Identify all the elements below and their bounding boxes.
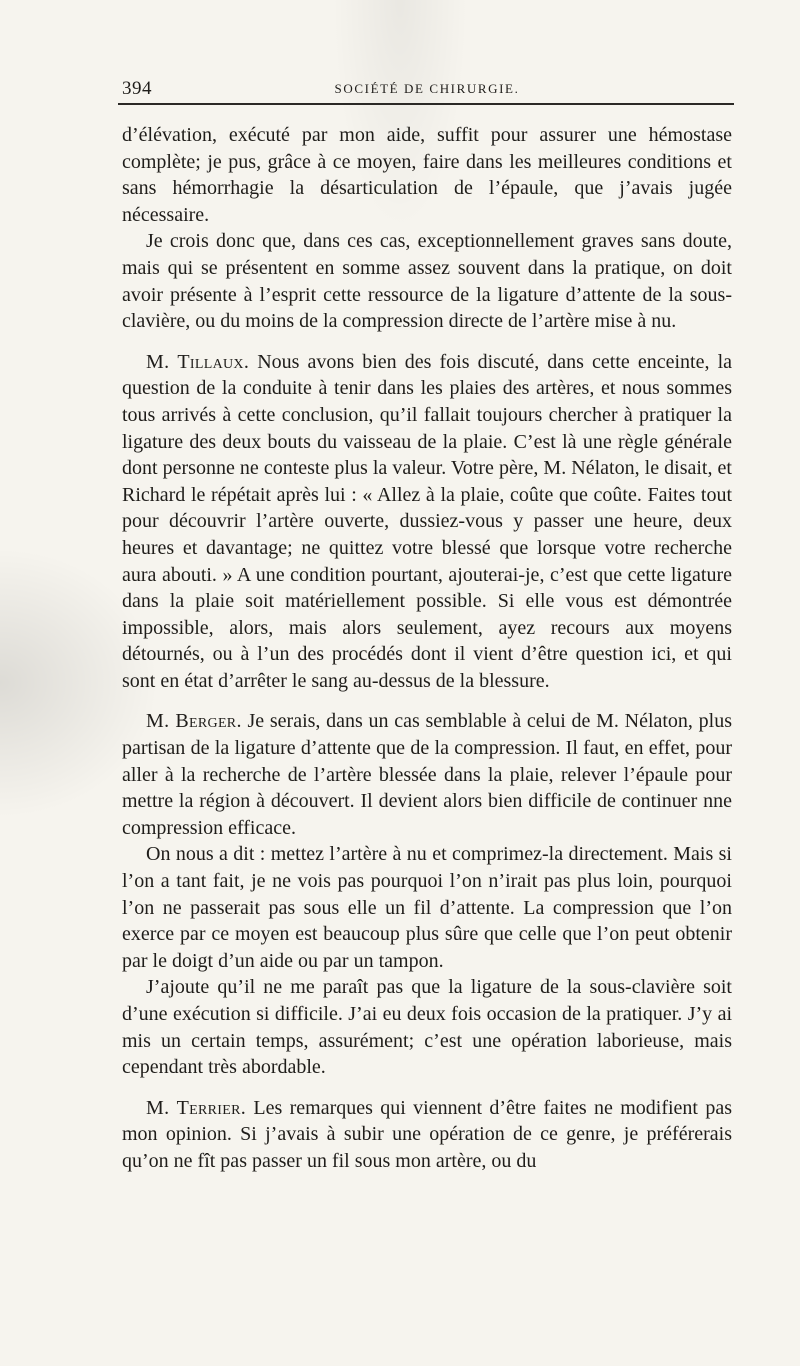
paragraph-text: Nous avons bien des fois discuté, dans cette enceinte, la question de la conduite à tenir dans les plaies des artères, et nous sommes tous arrivés à cette conclusion, qu’il fallait toujours chercher à pratiquer la ligature des deux bouts du vaisseau de la plaie. C’est là une règle générale dont personne ne conteste plus la valeur. Votre père, M. Nélaton, le disait, et Richard le répétait après lui : « Allez à la plaie, coûte que coûte. Faites tout pour découvrir l’artère ouverte, dussiez-vous y passer une heure, deux heures et davantage; ne quittez votre blessé que lorsque votre recherche aura abouti. » A une condition pourtant, ajouterai-je, c’est que cette ligature dans la plaie soit matériellement possible. Si elle vous est démontrée impossible, alors, mais alors seulement, ayez recours aux moyens détournés, ou à l’un des procédés dont il vient d’être question ici, et qui sont en état d’arrêter le sang au-dessus de la blessure. bbox=[122, 350, 732, 692]
paragraph-text: On nous a dit : mettez l’artère à nu et comprimez-la directement. Mais si l’on a tant fait, je ne vois pas pourquoi l’on n’irait pas plus loin, pourquoi l’on ne passerait pas sous elle un fil d’attente. La compression que l’on exerce par ce moyen est beaucoup plus sûre que celle que l’on peut obtenir par le doigt d’un aide ou par un tampon. bbox=[122, 843, 732, 972]
paragraph-text: J’ajoute qu’il ne me paraît pas que la ligature de la sous-clavière soit d’une exécution si difficile. J’ai eu deux fois occasion de la pratiquer. J’y ai mis un certain temps, assurément; c’est une opération laborieuse, mais cependant très abordable. bbox=[122, 976, 732, 1079]
body-text bbox=[122, 122, 732, 1175]
speaker-name: M. Terrier. bbox=[146, 1096, 247, 1119]
paragraph-text: Les remarques qui viennent d’être faites ne modifient pas mon opinion. Si j’avais à subir une opération de ce genre, je préférerais qu’on ne fît pas passer un fil sous mon artère, ou du bbox=[122, 1096, 732, 1172]
running-head bbox=[122, 78, 732, 102]
paragraph bbox=[122, 228, 732, 334]
paragraph bbox=[122, 349, 732, 695]
paragraph bbox=[122, 122, 732, 228]
paragraph bbox=[122, 841, 732, 974]
journal-title: SOCIÉTÉ DE CHIRURGIE. bbox=[334, 81, 520, 96]
paragraph bbox=[122, 1095, 732, 1175]
paragraph bbox=[122, 974, 732, 1080]
speaker-name: M. Tillaux. bbox=[146, 350, 250, 373]
paragraph-text: d’élévation, exécuté par mon aide, suffit pour assurer une hémostase complète; je pus, grâce à ce moyen, faire dans les meilleures conditions et sans hémorrhagie la désarticulation de l’épaule, que j’avais jugée nécessaire. bbox=[122, 124, 732, 226]
paragraph-text: Je crois donc que, dans ces cas, exceptionnellement graves sans doute, mais qui se présentent en somme assez souvent dans la pratique, on doit avoir présente à l’esprit cette ressource de la ligature d’attente de la sous-clavière, ou du moins de la compression directe de l’artère mise à nu. bbox=[122, 230, 732, 333]
paragraph bbox=[122, 708, 732, 841]
header-rule bbox=[118, 103, 734, 105]
page-number: 394 bbox=[122, 78, 152, 99]
paragraph-text: Je serais, dans un cas semblable à celui de M. Nélaton, plus partisan de la ligature d’attente que de la compression. Il faut, en effet, pour aller à la recherche de l’artère blessée dans la plaie, relever l’épaule pour mettre la région à découvert. Il devient alors bien difficile de continuer nne compression efficace. bbox=[122, 710, 733, 839]
speaker-name: M. Berger. bbox=[146, 710, 242, 733]
